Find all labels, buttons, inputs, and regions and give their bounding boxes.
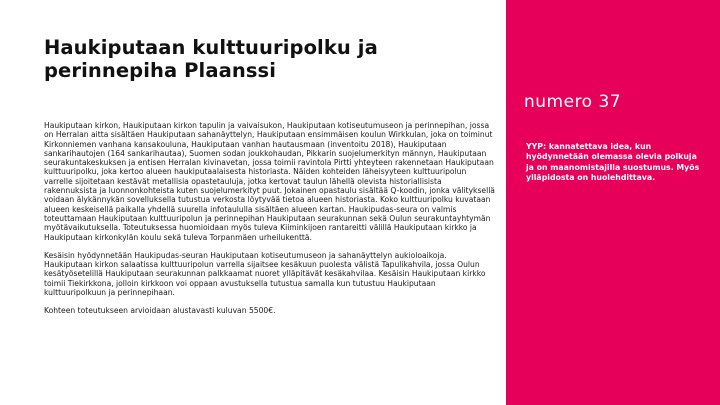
slide-body [44, 121, 496, 316]
proposal-number: numero 37 [524, 92, 622, 112]
side-panel [506, 0, 720, 405]
content-area [44, 36, 496, 396]
body-paragraph: Haukiputaan kirkon, Haukiputaan kirkon tapulin ja vaivaisukon, Haukiputaan kotiseutumuseon ja perinnepihan, jossa on Herralan aitta sisältäen Haukiputaan sahanäyttelyn, Haukiputaan ensimmäisen koulun Wirkkulan, joka on toiminut Kirkonniemen vanhana kansakouluna, Haukiputaan vanhan hautausmaan (inventoitu 2018), Haukiputaan sankarihautojen (164 sankarihautaa), Suomen sodan joukkohaudan, Pikkarin suojelumerkityn männyn, Haukiputaan seurakuntakeskuksen ja entisen Herralan kivinavetan, jossa toimii ravintola Pirtti yhteyteen rakennetaan Haukiputaan kulttuuripolku, joka kertoo alueen haukiputaalaisesta historiasta. Näiden kohteiden läheisyyteen kulttuuripolun varrelle sijoitetaan kestävät metallisia opastetauluja, jotka kertovat taulun lähellä olevista historiallisista rakennuksista ja luonnonkohteista kuten suojelumerkityt puut. Jokainen opastaulu sisältää Q-koodin, jonka välityksellä voidaan älykännykän sovelluksella tutustua verkosta löytyvää tietoa alueen historiasta. Koko kulttuuripolku kuvataan alueen keskeisellä paikalla yhdellä suurella infotaululla sisältäen alueen kartan. Haukipudas-seura on valmis toteuttamaan Haukiputaan kulttuuripolun ja perinnepihan Haukiputaan seurakunnan sekä Oulun seurakuntayhtymän myötävaikutuksella. Toteutuksessa huomioidaan myös tuleva Kiiminkijoen rantareitti välillä Haukiputaan kirkko ja Haukiputaan kirkonkylän koulu sekä tuleva Torpanmäen urheilukenttä. [44, 121, 495, 242]
body-paragraph: Kesäisin hyödynnetään Haukipudas-seuran Haukiputaan kotiseutumuseon ja sahanäyttelyn aukioloaikoja. Haukiputaan kirkon salaatissa kulttuuripolun varrella sijaitsee kesäkuun puolesta välistä Tapulikahvila, jossa Oulun kesätyösetelillä Haukiputaan seurakunnan palkkaamat nuoret ylläpitävät kesäkahvilaa. Kesäisin Haukiputaan kirkko toimii Tiekirkkona, jolloin kirkkoon voi oppaan avustuksella tutustua samalla kun tutustuu Haukiputaan kulttuuripolkuun ja perinnepihaan. [44, 250, 486, 298]
slide-title: Haukiputaan kulttuuripolku ja perinnepiha Plaanssi [44, 36, 378, 82]
body-paragraph: Kohteen toteutukseen arvioidaan alustavasti kuluvan 5500€. [44, 306, 276, 316]
panel-comment: YYP: kannatettava idea, kun hyödynnetään olemassa olevia polkuja ja on maanomistajilla suostumus. Myös ylläpidosta on huolehdittava. [526, 142, 700, 182]
